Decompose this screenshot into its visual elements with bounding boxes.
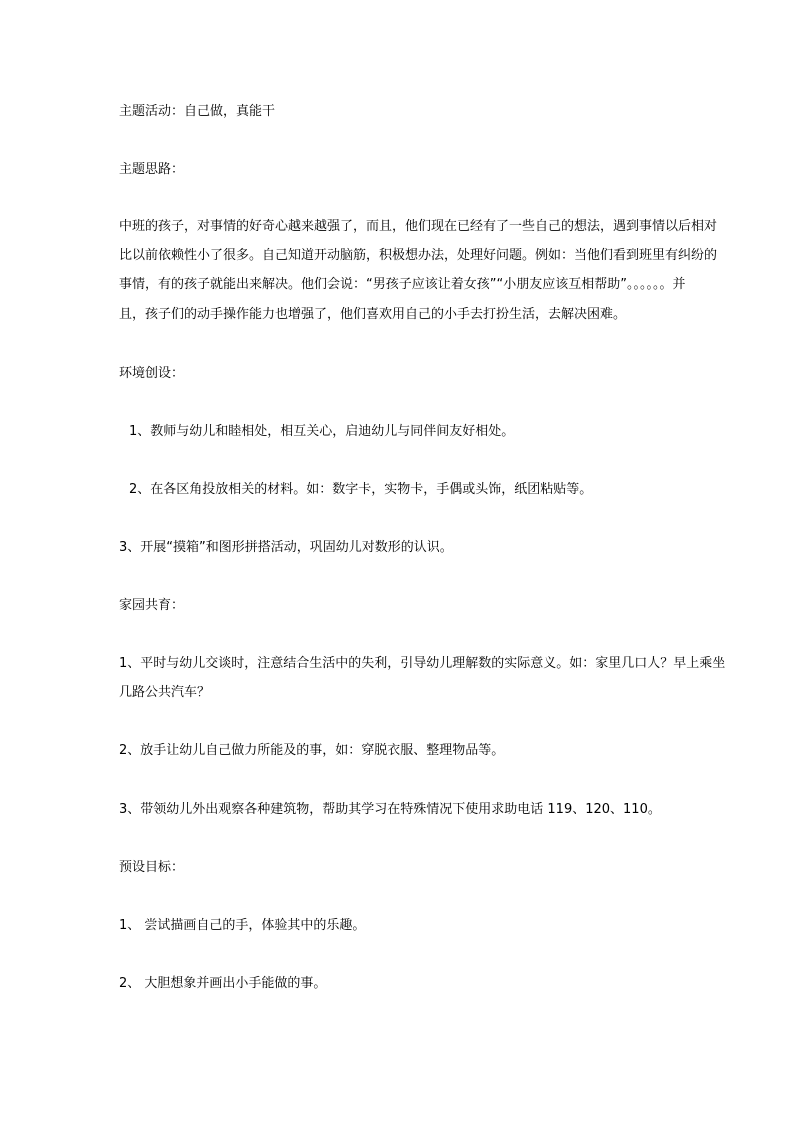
theme-idea-line: 比以前依赖性小了很多。自己知道开动脑筋，积极想办法，处理好问题。例如：当他们看到班里有纠纷的: [119, 248, 718, 263]
theme-activity-title: 主题活动：自己做，真能干: [119, 104, 276, 119]
theme-idea-heading: 主题思路：: [119, 162, 185, 177]
theme-idea-line: 事情，有的孩子就能出来解决。他们会说：“男孩子应该让着女孩”“小朋友应该互相帮助”。。。。。。并: [119, 277, 686, 292]
theme-idea-line: 中班的孩子，对事情的好奇心越来越强了，而且，他们现在已经有了一些自己的想法，遇到事情以后相对: [119, 219, 718, 234]
home-item: 几路公共汽车？: [119, 685, 211, 700]
home-item: 2、放手让幼儿自己做力所能及的事，如：穿脱衣服、整理物品等。: [119, 743, 505, 758]
environment-item: 1、教师与幼儿和睦相处，相互关心，启迪幼儿与同伴间友好相处。: [129, 424, 515, 439]
home-item: 1、平时与幼儿交谈时，注意结合生活中的失利，引导幼儿理解数的实际意义。如：家里几口人？早上乘坐: [119, 656, 726, 671]
home-heading: 家园共育：: [119, 598, 185, 613]
goal-item: 1、 尝试描画自己的手，体验其中的乐趣。: [119, 918, 366, 933]
home-item: 3、带领幼儿外出观察各种建筑物，帮助其学习在特殊情况下使用求助电话 119、120、110。: [119, 802, 661, 817]
theme-idea-line: 且，孩子们的动手操作能力也增强了，他们喜欢用自己的小手去打扮生活，去解决困难。: [119, 307, 627, 322]
environment-item: 3、开展“摸箱”和图形拼搭活动，巩固幼儿对数形的认识。: [119, 540, 453, 555]
goal-item: 2、 大胆想象并画出小手能做的事。: [119, 976, 327, 991]
goals-heading: 预设目标：: [119, 860, 185, 875]
environment-heading: 环境创设：: [119, 366, 185, 381]
environment-item: 2、在各区角投放相关的材料。如：数字卡，实物卡，手偶或头饰，纸团粘贴等。: [129, 482, 593, 497]
